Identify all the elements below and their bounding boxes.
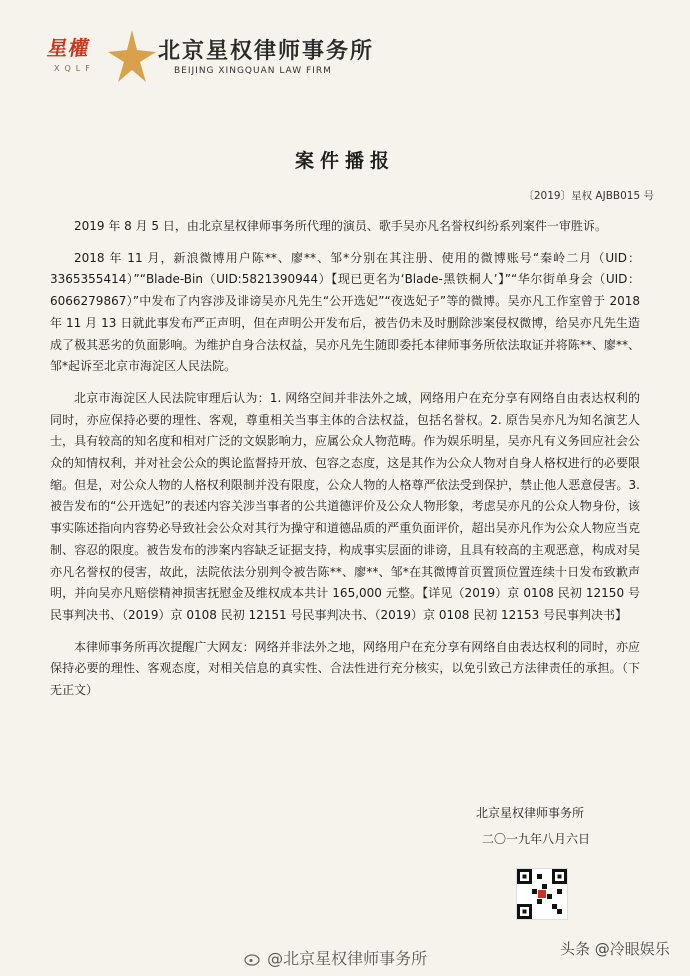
document-title: 案件播报 xyxy=(294,150,395,172)
watermark-left-text: @北京星权律师事务所 xyxy=(267,949,428,968)
signature-date: 二〇一九年八月六日 xyxy=(482,832,591,846)
document-body xyxy=(50,216,640,712)
weibo-icon xyxy=(244,952,262,966)
toutiao-watermark: 头条 @冷眼娱乐 xyxy=(560,940,670,958)
firm-name-en: BEIJING XINGQUAN LAW FIRM xyxy=(174,66,332,76)
weibo-watermark xyxy=(244,946,427,969)
star-icon xyxy=(106,28,158,84)
paragraph-4: 本律师事务所再次提醒广大网友：网络并非法外之地，网络用户在充分享有网络自由表达权利的同时，亦应保持必要的理性、客观态度，对相关信息的真实性、合法性进行充分核实，以免引致己方法律责任的承担。（下无正文） xyxy=(50,639,640,698)
signature-block xyxy=(476,800,590,852)
firm-name-cn: 北京星权律师事务所 xyxy=(158,39,375,64)
signature-firm: 北京星权律师事务所 xyxy=(476,806,585,820)
logo-cn: 星權 xyxy=(45,36,92,60)
qr-code-icon[interactable] xyxy=(516,868,568,920)
firm-logo xyxy=(44,30,154,86)
logo-en: XQLF xyxy=(54,64,95,73)
paragraph-1: 2019 年 8 月 5 日，由北京星权律师事务所代理的演员、歌手吴亦凡名誉权纠纷系列案件一审胜诉。 xyxy=(74,219,607,233)
paragraph-3: 北京市海淀区人民法院审理后认为：1. 网络空间并非法外之域，网络用户在充分享有网络自由表达权利的同时，亦应保持必要的理性、客观，尊重相关当事主体的合法权益，包括名誉权。2. 原告吴亦凡为知名演艺人士，具有较高的知名度和相对广泛的文娱影响力，应属公众人物范畴。作为娱乐明星，吴亦凡有义务回应社会公众的知情权利，并对社会公众的舆论监督持开放、包容之态度，这是其作为公众人物对自身人格权进行的必要限缩。但是，对公众人物的人格权利限制并没有限度，公众人物的人格尊严依法受到保护，禁止他人恶意侵害。3. 被告发布的“公开选妃”的表述内容关涉当事者的公共道德评价及公众人物形象，考虑吴亦凡的公众人物身份，该事实陈述指向内容势必导致社会公众对其行为操守和道德品质的严重负面评价，超出吴亦凡作为公众人物应当克制、容忍的限度。被告发布的涉案内容缺乏证据支持，构成事实层面的诽谤，且具有较高的主观恶意，构成对吴亦凡名誉权的侵害，故此，法院依法分别判令被告陈**、廖**、邹*在其微博首页置顶位置连续十日发布致歉声明，并向吴亦凡赔偿精神损害抚慰金及维权成本共计 165,000 元整。【详见（2019）京 0108 民初 12150 号民事判决书、（2019）京 0108 民初 12151 号民事判决书、（2019）京 0108 民初 12153 号民事判决书】 xyxy=(50,390,640,622)
reference-number: 〔2019〕星权 AJBB015 号 xyxy=(523,190,654,202)
paragraph-2: 2018 年 11 月，新浪微博用户陈**、廖**、邹*分别在其注册、使用的微博账号“秦岭二月（UID：3365355414）”“Blade-Bin（UID:5821390944）【现已更名为‘Blade-黑铁桐人’】”“华尔街单身会（UID：6066279867）”中发布了内容涉及诽谤吴亦凡先生“公开选妃”“夜选妃子”等的微博。吴亦凡工作室曾于 2018 年 11 月 13 日就此事发布严正声明，但在声明公开发布后，被告仍未及时删除涉案侵权微博，给吴亦凡先生造成了极其恶劣的负面影响。为维护自身合法权益，吴亦凡先生随即委托本律师事务所依法取证并将陈**、廖**、邹*起诉至北京市海淀区人民法院。 xyxy=(50,250,640,374)
